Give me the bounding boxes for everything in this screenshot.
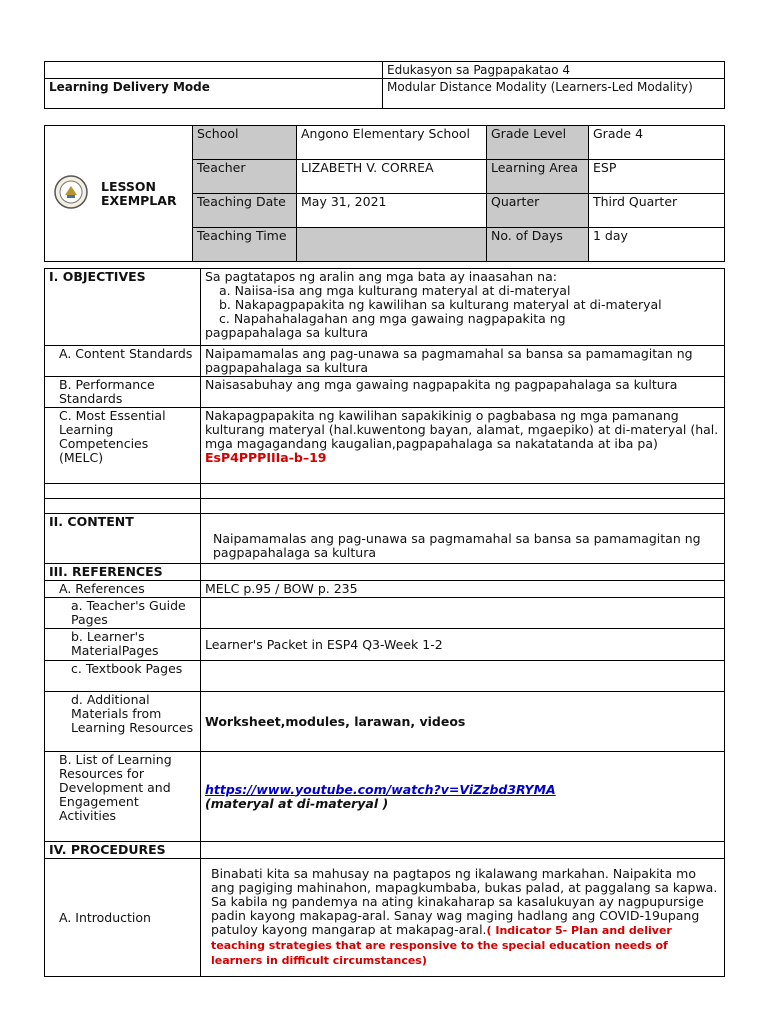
learning-resources-cell <box>201 752 725 842</box>
introduction-text: Binabati kita sa mahusay na pagtapos ng ikalawang markahan. Naipakita mo ang pagiging mahinahon, mapagkumbaba, bukas palad, at paggalang sa kapwa. Sa kabila ng pandemya na ating kinakaharap sa kasalukuyan ay nagpupursige padin kayong makapag-aral. Sanay wag maging hadlang ang COVID-19upang patuloy kayong mangarap at makapag-aral. <box>211 866 718 937</box>
additional-materials-value: Worksheet,modules, larawan, videos <box>201 692 725 752</box>
header-blank-cell <box>45 62 383 79</box>
lesson-info-table <box>44 125 725 262</box>
references-value: MELC p.95 / BOW p. 235 <box>201 581 725 598</box>
learning-area-value: ESP <box>589 160 725 194</box>
teaching-date-label: Teaching Date <box>193 194 297 228</box>
delivery-mode-label: Learning Delivery Mode <box>45 79 383 109</box>
blank-row-cell <box>201 484 725 499</box>
objective-a: a. Naiisa-isa ang mga kulturang materyal at di-materyal <box>219 283 571 298</box>
days-value: 1 day <box>589 228 725 262</box>
teaching-date-value: May 31, 2021 <box>297 194 487 228</box>
teaching-time-label: Teaching Time <box>193 228 297 262</box>
blank-row-cell <box>45 499 201 514</box>
exemplar-title-line1: LESSON <box>100 178 157 194</box>
blank-row-cell <box>201 499 725 514</box>
learners-material-label: b. Learner's MaterialPages <box>45 629 201 661</box>
teachers-guide-value <box>201 598 725 629</box>
youtube-link[interactable]: https://www.youtube.com/watch?v=ViZzbd3RYMA <box>205 781 556 797</box>
learners-material-value: Learner's Packet in ESP4 Q3-Week 1-2 <box>201 629 725 661</box>
textbook-value <box>201 661 725 692</box>
references-label: A. References <box>45 581 201 598</box>
content-heading: II. CONTENT <box>45 514 201 564</box>
procedures-heading-blank <box>201 842 725 859</box>
objective-c-cont: pagpapahalaga sa kultura <box>205 325 369 340</box>
additional-materials-label: d. Additional Materials from Learning Resources <box>45 692 201 752</box>
performance-standards-value: Naisasabuhay ang mga gawaing nagpapakita ng pagpapahalaga sa kultura <box>201 377 725 408</box>
introduction-label: A. Introduction <box>45 859 201 977</box>
teacher-value: LIZABETH V. CORREA <box>297 160 487 194</box>
school-label: School <box>193 126 297 160</box>
melc-code: EsP4PPPIIIa-b–19 <box>205 450 327 465</box>
melc-cell <box>201 408 725 484</box>
school-value: Angono Elementary School <box>297 126 487 160</box>
school-seal-icon <box>53 174 89 213</box>
performance-standards-label: B. Performance Standards <box>45 377 201 408</box>
objectives-cell <box>201 269 725 346</box>
objective-c: c. Napahahalagahan ang mga gawaing nagpapakita ng <box>219 311 566 326</box>
melc-value: Nakapagpapakita ng kawilihan sapakikinig o pagbabasa ng mga pamanang kulturang materyal (hal.kuwentong bayan, alamat, mgaepiko) at di-materyal (hal. mga magagandang kaugalian,pagpapahalaga sa nakatatanda at iba pa) <box>205 408 719 451</box>
content-value: Naipamamalas ang pag-unawa sa pagmamahal sa bansa sa pamamagitan ng pagpapahalaga sa kultura <box>201 514 725 564</box>
objectives-intro: Sa pagtatapos ng aralin ang mga bata ay inaasahan na: <box>205 269 557 284</box>
quarter-value: Third Quarter <box>589 194 725 228</box>
subject-header-table <box>44 61 725 109</box>
textbook-label: c. Textbook Pages <box>45 661 201 692</box>
indicator-note: ( Indicator 5- Plan and deliver teaching strategies that are responsive to the special education needs of learners in difficult circumstances) <box>211 924 672 967</box>
lesson-plan-table <box>44 268 725 977</box>
grade-level-value: Grade 4 <box>589 126 725 160</box>
teacher-label: Teacher <box>193 160 297 194</box>
resource-note: (materyal at di-materyal ) <box>205 795 389 811</box>
content-standards-value: Naipamamalas ang pag-unawa sa pagmamahal sa bansa sa pamamagitan ng pagpapahalaga sa kultura <box>201 346 725 377</box>
learning-resources-label: B. List of Learning Resources for Development and Engagement Activities <box>45 752 201 842</box>
delivery-mode-value: Modular Distance Modality (Learners-Led Modality) <box>383 79 725 109</box>
subject-title: Edukasyon sa Pagpapakatao 4 <box>383 62 725 79</box>
grade-level-label: Grade Level <box>487 126 589 160</box>
days-label: No. of Days <box>487 228 589 262</box>
learning-area-label: Learning Area <box>487 160 589 194</box>
blank-row-cell <box>45 484 201 499</box>
references-heading-blank <box>201 564 725 581</box>
melc-label: C. Most Essential Learning Competencies (MELC) <box>45 408 201 484</box>
procedures-heading: IV. PROCEDURES <box>45 842 201 859</box>
teaching-time-value <box>297 228 487 262</box>
teachers-guide-label: a. Teacher's Guide Pages <box>45 598 201 629</box>
objectives-heading: I. OBJECTIVES <box>45 269 201 346</box>
exemplar-title-cell <box>45 126 193 262</box>
introduction-cell <box>201 859 725 977</box>
exemplar-title-line2: EXEMPLAR <box>100 192 177 208</box>
objective-b: b. Nakapagpapakita ng kawilihan sa kulturang materyal at di-materyal <box>219 297 662 312</box>
references-heading: III. REFERENCES <box>45 564 201 581</box>
content-standards-label: A. Content Standards <box>45 346 201 377</box>
quarter-label: Quarter <box>487 194 589 228</box>
